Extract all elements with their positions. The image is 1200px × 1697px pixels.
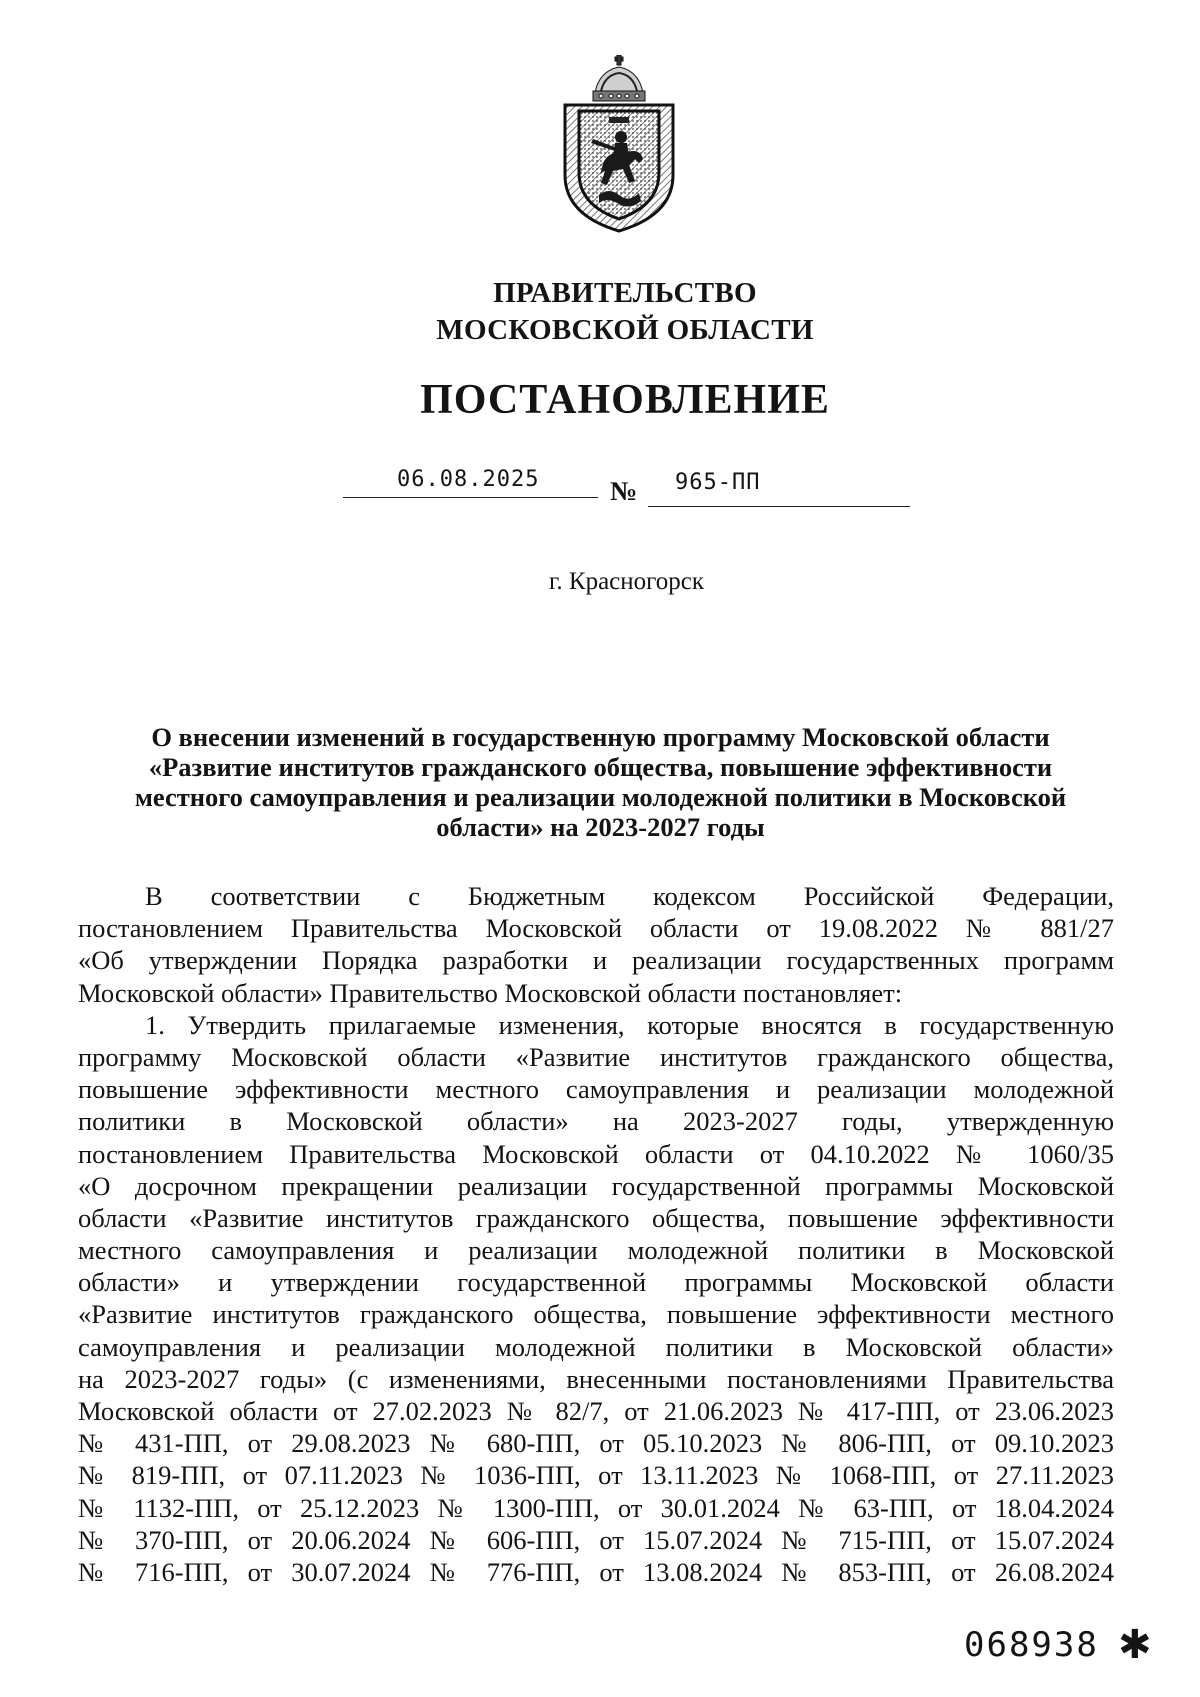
title-line: О внесении изменений в государственную программу Московской области [151, 722, 1050, 752]
serial-number: 068938 [964, 1625, 1099, 1665]
document-title [88, 722, 1113, 842]
date-underline [343, 497, 598, 498]
body-line: Московской области от 27.02.2023 № 82/7, от 21.06.2023 № 417-ПП, от 23.06.2023 [78, 1396, 1114, 1426]
document-body [78, 880, 1114, 1588]
city-of-issue: г. Красногорск [548, 568, 705, 595]
title-line: «Развитие институтов гражданского общества, повышение эффективности [148, 752, 1053, 782]
number-underline [648, 506, 910, 507]
body-line: самоуправления и реализации молодежной политики в Московской области» [78, 1331, 1114, 1362]
body-line: области» и утверждении государственной программы Московской области [78, 1267, 1114, 1298]
body-line: «Об утверждении Порядка разработки и реализации государственных программ [78, 945, 1114, 976]
organization-line-1: ПРАВИТЕЛЬСТВО [493, 277, 757, 309]
document-type-heading: ПОСТАНОВЛЕНИЕ [420, 377, 830, 423]
body-line: В соответствии с Бюджетным кодексом Российской Федерации, [145, 881, 1114, 911]
body-line: повышение эффективности местного самоуправления и реализации молодежной [78, 1074, 1114, 1105]
body-line: № 1132-ПП, от 25.12.2023 № 1300-ПП, от 30.01.2024 № 63-ПП, от 18.04.2024 [78, 1492, 1114, 1523]
asterisk-mark-icon: ✱ [1118, 1622, 1152, 1668]
document-number: 965-ПП [675, 470, 761, 495]
body-line: политики в Московской области» на 2023-2027 годы, утвержденную [78, 1106, 1114, 1137]
coat-of-arms-emblem [555, 55, 683, 233]
organization-line-2: МОСКОВСКОЙ ОБЛАСТИ [436, 314, 814, 346]
document-date: 06.08.2025 [397, 467, 540, 492]
body-line: № 370-ПП, от 20.06.2024 № 606-ПП, от 15.07.2024 № 715-ПП, от 15.07.2024 [78, 1524, 1114, 1555]
title-line: области» на 2023-2027 годы [436, 812, 765, 842]
body-line: постановлением Правительства Московской области от 19.08.2022 № 881/27 [78, 913, 1114, 944]
body-line: Московской области» Правительство Московской области постановляет: [78, 977, 903, 1008]
body-line: области «Развитие институтов гражданского общества, повышение эффективности [78, 1202, 1114, 1233]
body-line: программу Московской области «Развитие институтов гражданского общества, [78, 1041, 1114, 1072]
organization-name [0, 275, 1200, 349]
body-line: № 716-ПП, от 30.07.2024 № 776-ПП, от 13.08.2024 № 853-ПП, от 26.08.2024 [78, 1556, 1114, 1587]
body-line: 1. Утвердить прилагаемые изменения, которые вносятся в государственную [145, 1009, 1114, 1040]
number-sign: № [610, 476, 638, 506]
body-line: на 2023-2027 годы» (с изменениями, внесенными постановлениями Правительства [78, 1363, 1114, 1394]
body-line: местного самоуправления и реализации молодежной политики в Московской [78, 1235, 1114, 1266]
body-line: № 819-ПП, от 07.11.2023 № 1036-ПП, от 13.11.2023 № 1068-ПП, от 27.11.2023 [78, 1460, 1114, 1491]
body-line: «Развитие институтов гражданского общества, повышение эффективности местного [78, 1299, 1114, 1330]
body-line: постановлением Правительства Московской области от 04.10.2022 № 1060/35 [78, 1138, 1114, 1169]
body-line: «О досрочном прекращении реализации государственной программы Московской [78, 1170, 1114, 1201]
body-line: № 431-ПП, от 29.08.2023 № 680-ПП, от 05.10.2023 № 806-ПП, от 09.10.2023 [78, 1428, 1114, 1459]
title-line: местного самоуправления и реализации молодежной политики в Московской [134, 782, 1067, 812]
